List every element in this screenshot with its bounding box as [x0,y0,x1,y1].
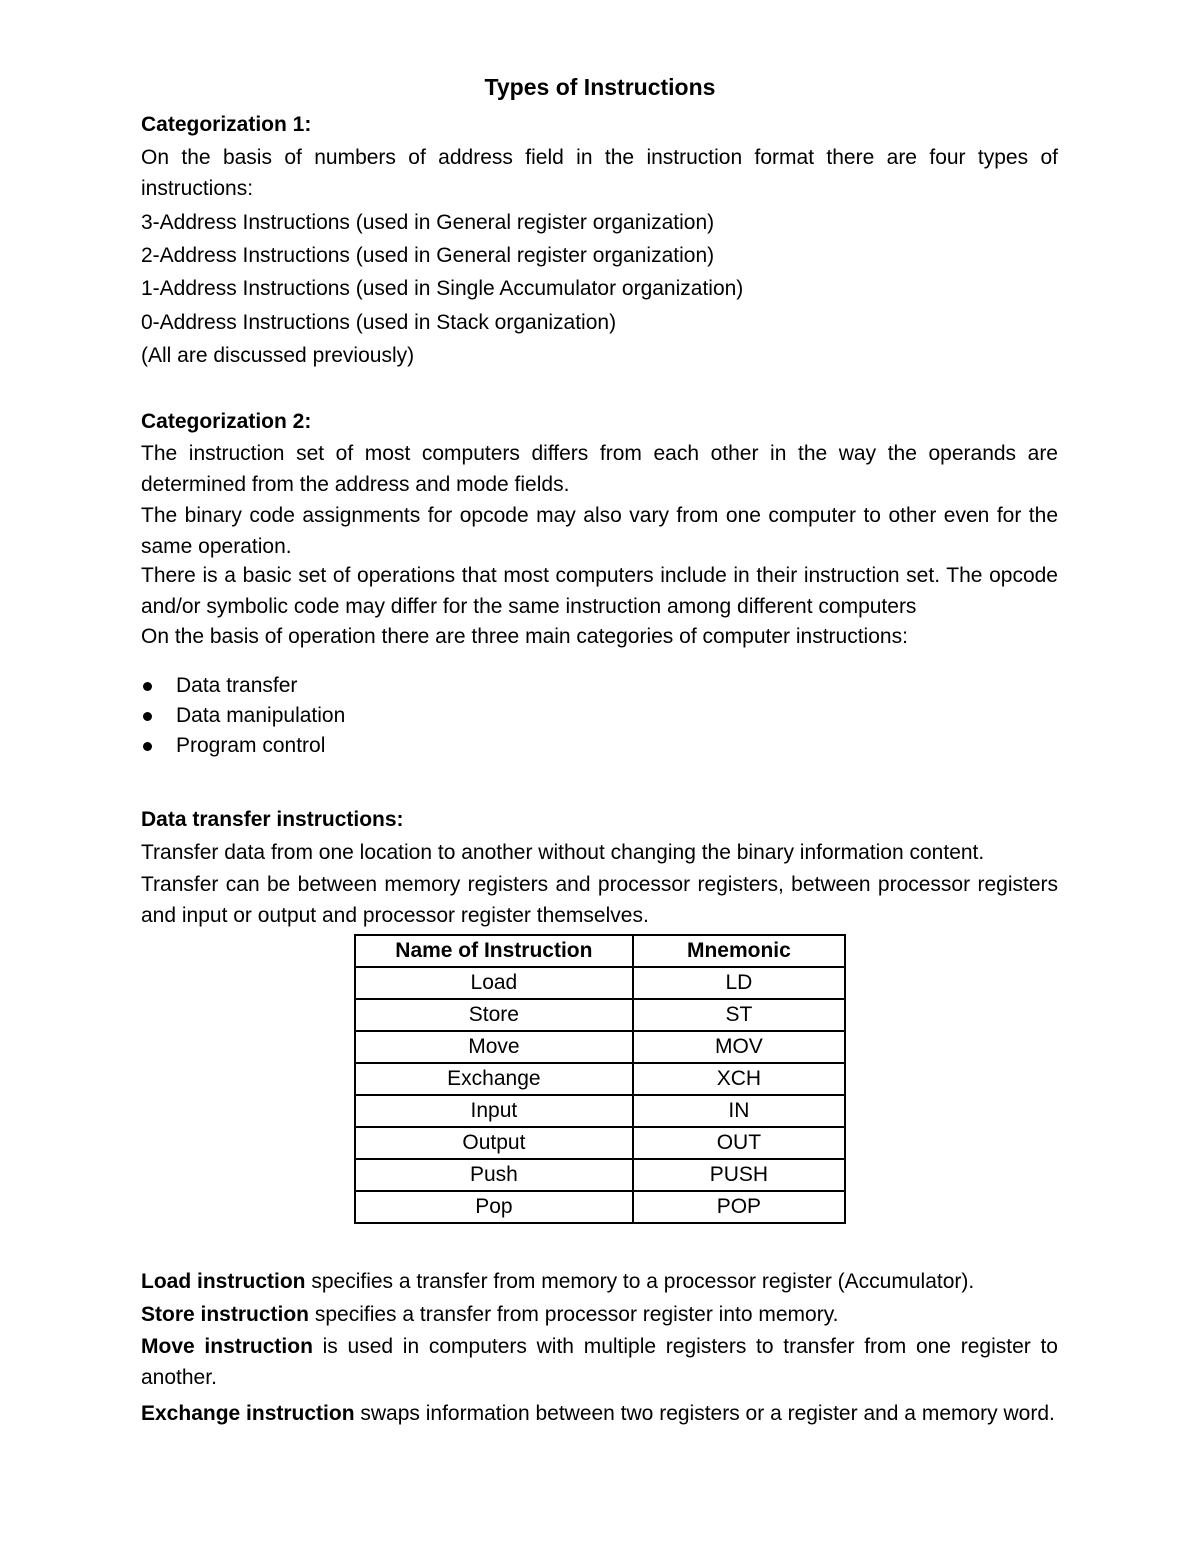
table-row [355,1095,845,1127]
mnemonic-cell: IN [633,1095,845,1127]
list-item-label: Data transfer [176,674,298,697]
list-item-label: Data manipulation [176,704,346,727]
cat1-item: 1-Address Instructions (used in Single Accumulator organization) [141,277,744,300]
description-text: is used in computers with multiple registers to transfer from one register to another. [141,1335,1058,1389]
list-item-label: Program control [176,734,326,757]
data-transfer-paragraph-1: Transfer data from one location to another without changing the binary information content. [141,841,985,864]
term-label: Load instruction [141,1270,306,1293]
mnemonic-cell: XCH [633,1063,845,1095]
table-row [355,1159,845,1191]
cat1-intro: On the basis of numbers of address field in the instruction format there are four types of instructions: [141,146,1058,200]
list-item [141,671,345,701]
instruction-name-cell: Output [355,1127,633,1159]
cat2-heading: Categorization 2: [141,410,312,433]
cat2-paragraph-2: The binary code assignments for opcode may also vary from one computer to other even for the same operation. [141,504,1058,558]
term-label: Move instruction [141,1335,313,1358]
description-exchange [141,1398,1058,1429]
instruction-name-cell: Load [355,967,633,999]
column-header-name: Name of Instruction [355,935,633,967]
page-title: Types of Instructions [484,74,716,100]
table-header-row [355,935,845,967]
list-item [141,701,345,731]
bullet-icon [143,712,152,721]
description-move [141,1331,1058,1393]
instruction-table [354,934,846,1224]
description-store [141,1299,1058,1330]
cat2-paragraph-4: On the basis of operation there are three main categories of computer instructions: [141,625,908,648]
bullet-icon [143,742,152,751]
instruction-name-cell: Push [355,1159,633,1191]
instruction-name-cell: Move [355,1031,633,1063]
description-text: specifies a transfer from memory to a processor register (Accumulator). [305,1270,975,1293]
instruction-name-cell: Pop [355,1191,633,1223]
cat1-note: (All are discussed previously) [141,344,415,367]
mnemonic-cell: OUT [633,1127,845,1159]
mnemonic-cell: PUSH [633,1159,845,1191]
list-item [141,731,345,761]
table-row [355,999,845,1031]
category-list [141,671,345,761]
description-text: specifies a transfer from processor register into memory. [309,1303,839,1326]
mnemonic-cell: POP [633,1191,845,1223]
instruction-name-cell: Store [355,999,633,1031]
cat2-paragraph-3: There is a basic set of operations that most computers include in their instruction set. The opcode and/or symbolic code may differ for the same instruction among different computers [141,564,1058,618]
table-row [355,967,845,999]
mnemonic-cell: MOV [633,1031,845,1063]
instruction-name-cell: Input [355,1095,633,1127]
mnemonic-cell: LD [633,967,845,999]
table-row [355,1063,845,1095]
term-label: Exchange instruction [141,1402,355,1425]
instruction-name-cell: Exchange [355,1063,633,1095]
table-row [355,1127,845,1159]
cat1-item: 3-Address Instructions (used in General register organization) [141,211,715,234]
cat1-item: 0-Address Instructions (used in Stack organization) [141,311,617,334]
mnemonic-cell: ST [633,999,845,1031]
data-transfer-heading: Data transfer instructions: [141,808,404,831]
bullet-icon [143,682,152,691]
table-row [355,1031,845,1063]
cat1-heading: Categorization 1: [141,113,312,136]
column-header-mnemonic: Mnemonic [633,935,845,967]
cat2-paragraph-1: The instruction set of most computers differs from each other in the way the operands are determined from the address and mode fields. [141,442,1058,496]
cat1-item: 2-Address Instructions (used in General register organization) [141,244,715,267]
table-row [355,1191,845,1223]
term-label: Store instruction [141,1303,310,1326]
description-load [141,1266,1058,1297]
description-text: swaps information between two registers or a register and a memory word. [354,1402,1055,1425]
data-transfer-paragraph-2: Transfer can be between memory registers and processor registers, between processor registers and input or output and processor register themselves. [141,873,1058,927]
